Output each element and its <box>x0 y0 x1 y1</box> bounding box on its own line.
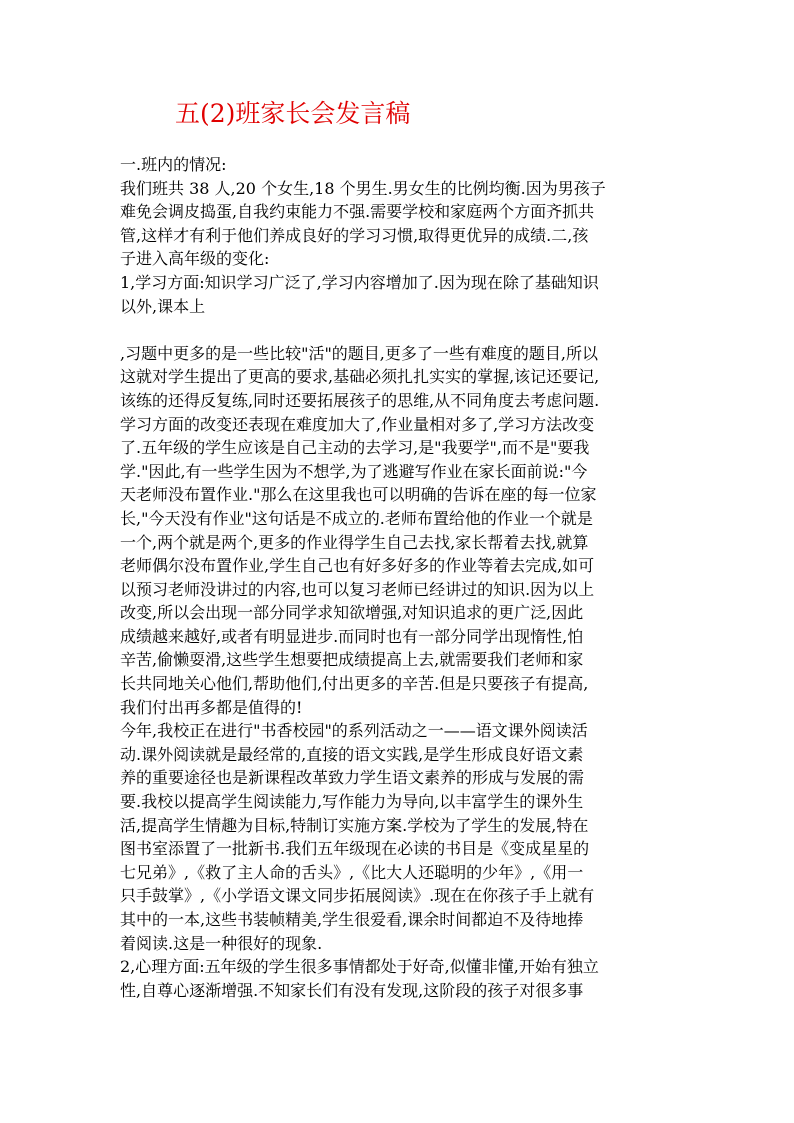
text-line: 一个,两个就是两个,更多的作业得学生自己去找,家长帮着去找,就算 <box>120 532 589 552</box>
text-line: 了.五年级的学生应该是自己主动的去学习,是"我要学",而不是"要我 <box>120 438 590 458</box>
text-line: 这就对学生提出了更高的要求,基础必须扎扎实实的掌握,该记还要记, <box>120 367 600 387</box>
text-line: 子进入高年级的变化: <box>120 249 270 269</box>
text-line: 一.班内的情况: <box>120 155 227 174</box>
text-line: 辛苦,偷懒耍滑,这些学生想要把成绩提高上去,就需要我们老师和家 <box>120 650 584 670</box>
text-line: 难免会调皮捣蛋,自我约束能力不强.需要学校和家庭两个方面齐抓共 <box>120 202 595 222</box>
text-line: 我们班共 38 人,20 个女生,18 个男生.男女生的比例均衡.因为男孩子 <box>120 178 606 198</box>
text-line: 要.我校以提高学生阅读能力,写作能力为导向,以丰富学生的课外生 <box>120 792 584 812</box>
paragraph-block-1 <box>120 153 680 318</box>
paragraph-gap <box>120 318 680 342</box>
text-line: 1,学习方面:知识学习广泛了,学习内容增加了.因为现在除了基础知识 <box>120 272 599 292</box>
text-line: 七兄弟》,《救了主人命的舌头》,《比大人还聪明的少年》,《用一 <box>120 862 584 882</box>
text-line: 以预习老师没讲过的内容,也可以复习老师已经讲过的知识.因为以上 <box>120 579 595 599</box>
text-line: ,习题中更多的是一些比较"活"的题目,更多了一些有难度的题目,所以 <box>120 343 598 363</box>
text-line: 该练的还得反复练,同时还要拓展孩子的思维,从不同角度去考虑问题. <box>120 390 600 410</box>
text-line: 着阅读.这是一种很好的现象. <box>120 933 323 953</box>
text-line: 学."因此,有一些学生因为不想学,为了逃避写作业在家长面前说:"今 <box>120 461 588 481</box>
text-line: 老师偶尔没布置作业,学生自己也有好多好多的作业等着去完成,如可 <box>120 556 595 576</box>
text-line: 性,自尊心逐渐增强.不知家长们有没有发现,这阶段的孩子对很多事 <box>120 980 584 1000</box>
text-line: 长,"今天没有作业"这句话是不成立的.老师布置给他的作业一个就是 <box>120 508 593 528</box>
text-line: 今年,我校正在进行"书香校园"的系列活动之一——语文课外阅读活 <box>120 721 588 741</box>
document-body <box>120 153 680 1002</box>
text-line: 其中的一本,这些书装帧精美,学生很爱看,课余时间都迫不及待地捧 <box>120 910 584 929</box>
text-line: 活,提高学生情趣为目标,特制订实施方案.学校为了学生的发展,特在 <box>120 815 589 835</box>
text-line: 2,心理方面:五年级的学生很多事情都处于好奇,似懂非懂,开始有独立 <box>120 957 599 977</box>
text-line: 天老师没布置作业."那么在这里我也可以明确的告诉在座的每一位家 <box>120 485 597 505</box>
paragraph-block-2 <box>120 342 680 1003</box>
text-line: 管,这样才有利于他们养成良好的学习习惯,取得更优异的成绩.二,孩 <box>120 225 589 245</box>
text-line: 学习方面的改变还表现在难度加大了,作业量相对多了,学习方法改变 <box>120 414 595 434</box>
text-line: 图书室添置了一批新书.我们五年级现在必读的书目是《变成星星的 <box>120 839 590 859</box>
text-line: 只手鼓掌》,《小学语文课文同步拓展阅读》.现在在你孩子手上就有 <box>120 886 595 906</box>
text-line: 动.课外阅读就是最经常的,直接的语文实践,是学生形成良好语文素 <box>120 744 584 764</box>
text-line: 我们付出再多都是值得的! <box>120 697 303 717</box>
text-line: 长共同地关心他们,帮助他们,付出更多的辛苦.但是只要孩子有提高, <box>120 674 589 694</box>
text-line: 改变,所以会出现一部分同学求知欲增强,对知识追求的更广泛,因此 <box>120 603 584 623</box>
text-line: 以外,课本上 <box>120 296 206 316</box>
document-title: 五(2)班家长会发言稿 <box>175 99 411 128</box>
text-line: 成绩越来越好,或者有明显进步.而同时也有一部分同学出现惰性,怕 <box>120 626 584 646</box>
text-line: 养的重要途径也是新课程改革致力学生语文素养的形成与发展的需 <box>120 768 585 788</box>
